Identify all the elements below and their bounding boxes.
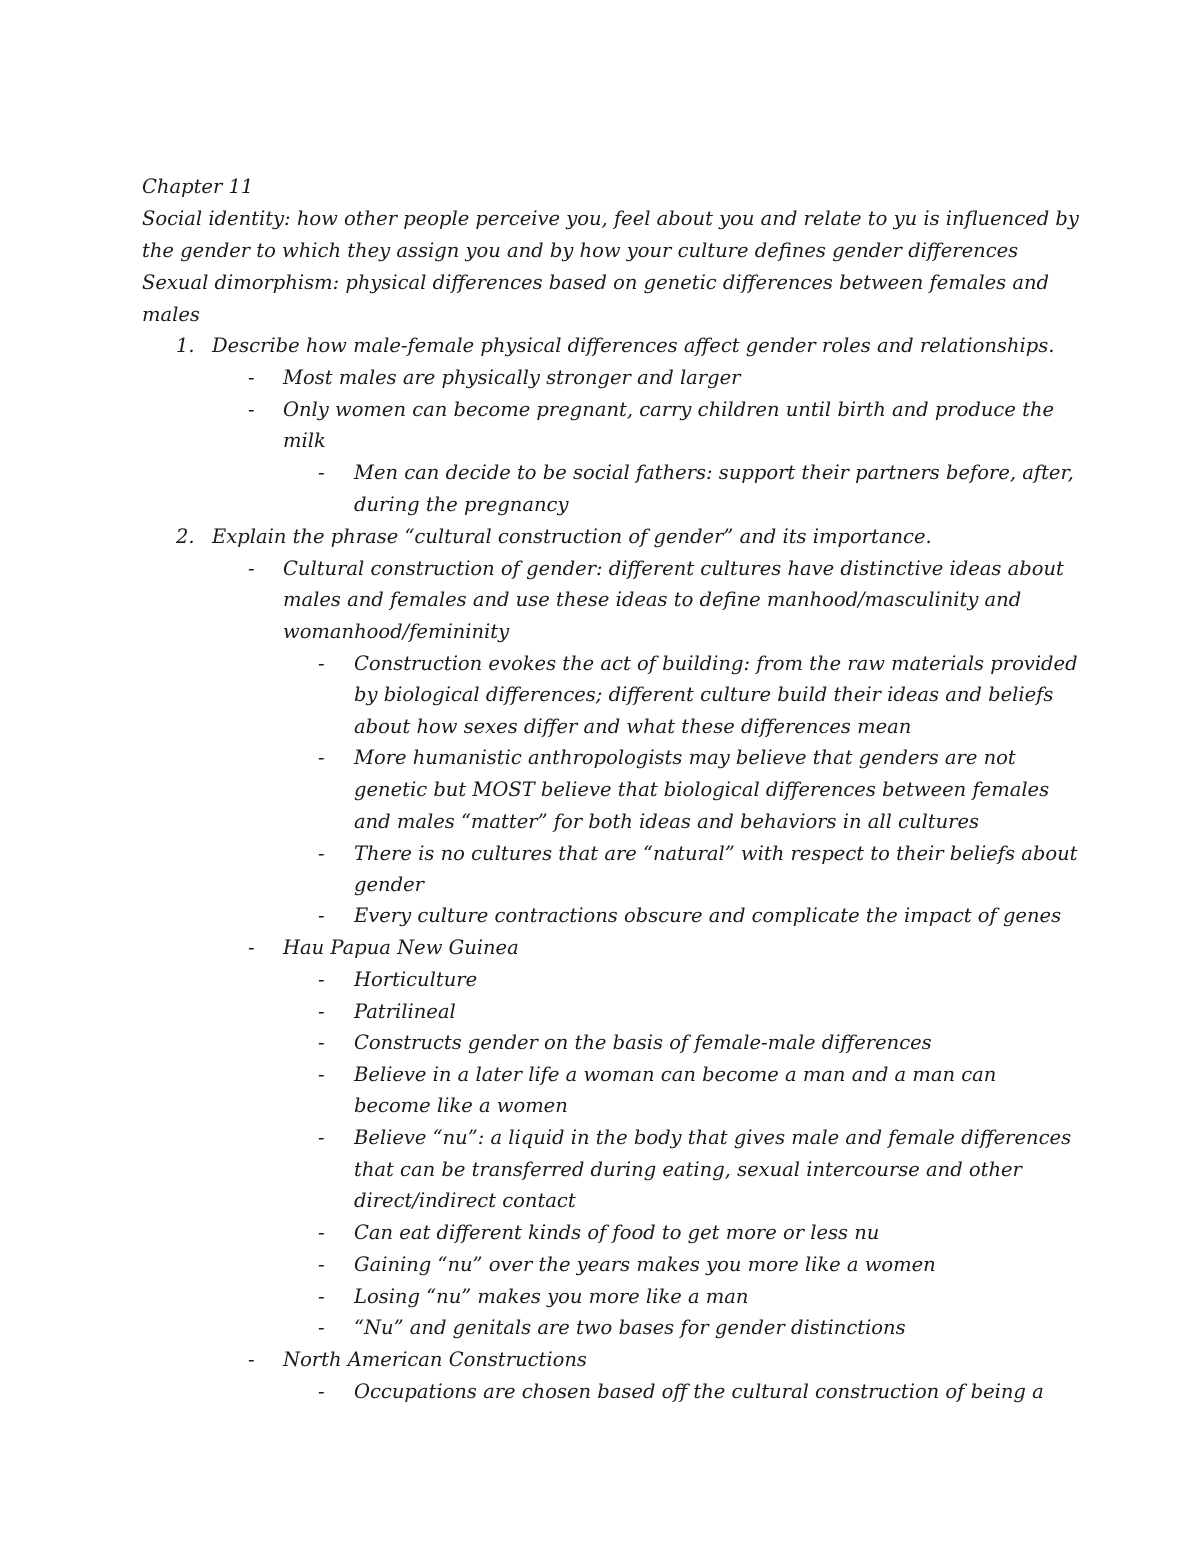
list-subitem: Occupations are chosen based off the cultural construction of being a [354,1380,1044,1403]
bullet-dash: - [318,904,325,927]
question-1-text: Describe how male-female physical differences affect gender roles and relationships. [212,334,1055,357]
list-subitem: Believe “nu”: a liquid in the body that gives male and female differences [354,1126,1072,1149]
definition-social-identity-line-2: the gender to which they assign you and by how your culture defines gender differences [142,239,1019,262]
bullet-dash: - [318,1380,325,1403]
bullet-dash: - [318,1063,325,1086]
definition-sexual-dimorphism-line-2: males [142,303,200,326]
list-subitem: Every culture contractions obscure and complicate the impact of genes [354,904,1062,927]
list-subitem-continuation: gender [354,873,424,896]
list-subitem-continuation: and males “matter” for both ideas and behaviors in all cultures [354,810,979,833]
bullet-dash: - [318,1285,325,1308]
list-subitem: Horticulture [354,968,478,991]
list-item: Most males are physically stronger and larger [283,366,741,389]
list-subitem: Construction evokes the act of building: from the raw materials provided [354,652,1078,675]
list-number-2: 2. [176,525,195,548]
list-subitem: Men can decide to be social fathers: support their partners before, after, [354,461,1074,484]
bullet-dash: - [248,366,255,389]
list-item: North American Constructions [283,1348,587,1371]
bullet-dash: - [318,842,325,865]
list-subitem: More humanistic anthropologists may believe that genders are not [354,746,1016,769]
list-subitem: Patrilineal [354,1000,456,1023]
definition-social-identity-line-1: Social identity: how other people perceive you, feel about you and relate to yu is influenced by [142,207,1079,230]
bullet-dash: - [248,1348,255,1371]
list-subitem-continuation: become like a women [354,1094,568,1117]
list-subitem-continuation: about how sexes differ and what these differences mean [354,715,912,738]
bullet-dash: - [318,1031,325,1054]
list-subitem: Can eat different kinds of food to get more or less nu [354,1221,880,1244]
list-subitem-continuation: genetic but MOST believe that biological differences between females [354,778,1050,801]
definition-sexual-dimorphism-line-1: Sexual dimorphism: physical differences based on genetic differences between females and [142,271,1049,294]
bullet-dash: - [248,557,255,580]
question-2-text: Explain the phrase “cultural construction of gender” and its importance. [212,525,932,548]
list-item: Hau Papua New Guinea [283,936,519,959]
list-subitem: Losing “nu” makes you more like a man [354,1285,749,1308]
bullet-dash: - [318,1316,325,1339]
list-item: Only women can become pregnant, carry children until birth and produce the [283,398,1055,421]
bullet-dash: - [318,1253,325,1276]
bullet-dash: - [318,746,325,769]
list-subitem: “Nu” and genitals are two bases for gender distinctions [354,1316,906,1339]
page-title: Chapter 11 [142,175,254,198]
bullet-dash: - [318,1000,325,1023]
list-subitem: Constructs gender on the basis of female-male differences [354,1031,932,1054]
list-subitem-continuation: direct/indirect contact [354,1189,576,1212]
list-item-continuation: womanhood/femininity [283,620,510,643]
list-item-continuation: milk [283,429,326,452]
bullet-dash: - [318,968,325,991]
list-subitem: Believe in a later life a woman can become a man and a man can [354,1063,997,1086]
bullet-dash: - [318,461,325,484]
list-subitem: There is no cultures that are “natural” with respect to their beliefs about [354,842,1078,865]
list-item-continuation: males and females and use these ideas to define manhood/masculinity and [283,588,1022,611]
list-subitem-continuation: by biological differences; different culture build their ideas and beliefs [354,683,1054,706]
bullet-dash: - [318,1126,325,1149]
bullet-dash: - [248,936,255,959]
list-subitem-continuation: that can be transferred during eating, sexual intercourse and other [354,1158,1022,1181]
list-subitem: Gaining “nu” over the years makes you more like a women [354,1253,936,1276]
list-subitem-continuation: during the pregnancy [354,493,569,516]
bullet-dash: - [318,652,325,675]
bullet-dash: - [318,1221,325,1244]
bullet-dash: - [248,398,255,421]
list-item: Cultural construction of gender: different cultures have distinctive ideas about [283,557,1064,580]
list-number-1: 1. [176,334,195,357]
